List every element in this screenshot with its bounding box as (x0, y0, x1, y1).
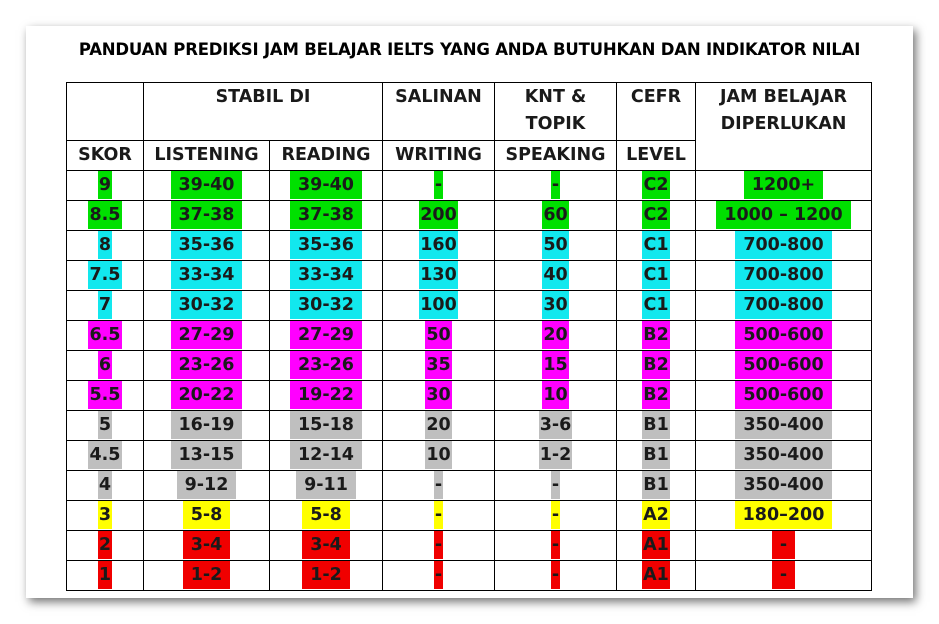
table-row (67, 201, 872, 231)
cell-listening (144, 171, 270, 201)
cell-writing (383, 531, 495, 561)
table-row (67, 351, 872, 381)
skor-value: 6 (98, 351, 112, 379)
cell-skor (67, 411, 144, 441)
cell-reading (270, 411, 383, 441)
cell-jam (696, 561, 872, 591)
listening-value: 3-4 (183, 531, 231, 559)
skor-value: 8.5 (88, 201, 121, 229)
cell-reading (270, 201, 383, 231)
ielts-score-table (66, 82, 872, 591)
cell-writing (383, 321, 495, 351)
level-value: C1 (642, 291, 669, 319)
header-topik-line: TOPIK (525, 114, 586, 134)
speaking-value: 20 (542, 321, 568, 349)
cell-skor (67, 351, 144, 381)
listening-value: 23-26 (171, 351, 243, 379)
header-row-top (67, 83, 872, 141)
cell-reading (270, 261, 383, 291)
cell-jam (696, 171, 872, 201)
cell-level (617, 261, 696, 291)
skor-value: 5 (98, 411, 112, 439)
cell-speaking (495, 291, 617, 321)
page-title: PANDUAN PREDIKSI JAM BELAJAR IELTS YANG ANDA BUTUHKAN DAN INDIKATOR NILAI (78, 40, 861, 59)
cell-listening (144, 201, 270, 231)
writing-value: 35 (425, 351, 451, 379)
writing-value: 10 (425, 441, 451, 469)
cell-level (617, 441, 696, 471)
cell-reading (270, 351, 383, 381)
header-level: LEVEL (617, 141, 696, 171)
speaking-value: 15 (542, 351, 568, 379)
level-value: A1 (642, 531, 670, 559)
skor-value: 8 (98, 231, 112, 259)
cell-jam (696, 531, 872, 561)
table-row (67, 411, 872, 441)
reading-value: 5-8 (302, 501, 350, 529)
cell-jam (696, 321, 872, 351)
writing-value: 130 (419, 261, 458, 289)
cell-speaking (495, 531, 617, 561)
header-reading: READING (270, 141, 383, 171)
header-salinan: SALINAN (383, 83, 495, 141)
cell-listening (144, 411, 270, 441)
cell-speaking (495, 321, 617, 351)
speaking-value: 1-2 (539, 441, 573, 469)
level-value: C1 (642, 261, 669, 289)
skor-value: 3 (98, 501, 112, 529)
cell-jam (696, 291, 872, 321)
reading-value: 23-26 (290, 351, 362, 379)
cell-level (617, 231, 696, 261)
speaking-value: 40 (542, 261, 568, 289)
speaking-value: - (551, 561, 560, 589)
speaking-value: - (551, 531, 560, 559)
table-row (67, 471, 872, 501)
header-skor: SKOR (67, 141, 144, 171)
cell-speaking (495, 471, 617, 501)
reading-value: 37-38 (290, 201, 362, 229)
jam-value: 180–200 (735, 501, 833, 529)
header-stabil-di: STABIL DI (144, 83, 383, 141)
cell-skor (67, 321, 144, 351)
cell-skor (67, 201, 144, 231)
cell-skor (67, 381, 144, 411)
reading-value: 12-14 (290, 441, 362, 469)
cell-level (617, 561, 696, 591)
jam-value: 700-800 (735, 261, 831, 289)
cell-speaking (495, 171, 617, 201)
level-value: C2 (642, 171, 669, 199)
writing-value: 100 (419, 291, 458, 319)
writing-value: - (434, 561, 443, 589)
jam-value: 700-800 (735, 291, 831, 319)
cell-reading (270, 471, 383, 501)
table-row (67, 561, 872, 591)
cell-reading (270, 561, 383, 591)
listening-value: 27-29 (171, 321, 243, 349)
cell-skor (67, 261, 144, 291)
cell-writing (383, 261, 495, 291)
cell-listening (144, 261, 270, 291)
reading-value: 39-40 (290, 171, 362, 199)
table-row (67, 171, 872, 201)
cell-level (617, 171, 696, 201)
cell-writing (383, 291, 495, 321)
speaking-value: - (551, 171, 560, 199)
listening-value: 13-15 (171, 441, 243, 469)
skor-value: 2 (98, 531, 112, 559)
cell-level (617, 501, 696, 531)
writing-value: 200 (419, 201, 458, 229)
cell-speaking (495, 561, 617, 591)
writing-value: 20 (425, 411, 451, 439)
table-row (67, 291, 872, 321)
reading-value: 30-32 (290, 291, 362, 319)
cell-speaking (495, 381, 617, 411)
listening-value: 37-38 (171, 201, 243, 229)
jam-value: 500-600 (735, 381, 831, 409)
cell-listening (144, 321, 270, 351)
cell-listening (144, 441, 270, 471)
level-value: C2 (642, 201, 669, 229)
reading-value: 9-11 (296, 471, 356, 499)
skor-value: 7.5 (88, 261, 121, 289)
cell-jam (696, 441, 872, 471)
jam-value: 350-400 (735, 471, 831, 499)
cell-speaking (495, 201, 617, 231)
cell-jam (696, 381, 872, 411)
jam-value: 700-800 (735, 231, 831, 259)
cell-jam (696, 261, 872, 291)
cell-level (617, 471, 696, 501)
cell-jam (696, 201, 872, 231)
table-row (67, 501, 872, 531)
cell-skor (67, 501, 144, 531)
cell-writing (383, 411, 495, 441)
cell-reading (270, 531, 383, 561)
cell-listening (144, 471, 270, 501)
cell-jam (696, 471, 872, 501)
cell-skor (67, 561, 144, 591)
cell-listening (144, 231, 270, 261)
cell-level (617, 291, 696, 321)
cell-level (617, 381, 696, 411)
cell-reading (270, 501, 383, 531)
cell-speaking (495, 441, 617, 471)
reading-value: 27-29 (290, 321, 362, 349)
cell-speaking (495, 411, 617, 441)
listening-value: 33-34 (171, 261, 243, 289)
reading-value: 3-4 (302, 531, 350, 559)
skor-value: 6.5 (88, 321, 121, 349)
cell-reading (270, 171, 383, 201)
cell-level (617, 201, 696, 231)
header-diperlukan-line: DIPERLUKAN (720, 114, 847, 134)
cell-skor (67, 231, 144, 261)
cell-writing (383, 471, 495, 501)
cell-reading (270, 381, 383, 411)
cell-listening (144, 351, 270, 381)
cell-level (617, 321, 696, 351)
cell-listening (144, 501, 270, 531)
reading-value: 1-2 (302, 561, 350, 589)
header-jam-line: JAM BELAJAR (719, 87, 848, 107)
cell-jam (696, 411, 872, 441)
reading-value: 35-36 (290, 231, 362, 259)
jam-value: - (772, 561, 795, 589)
cell-reading (270, 231, 383, 261)
cell-reading (270, 441, 383, 471)
cell-writing (383, 501, 495, 531)
level-value: C1 (642, 231, 669, 259)
table-row (67, 231, 872, 261)
skor-value: 4 (98, 471, 112, 499)
header-knt-line: KNT & (524, 87, 587, 107)
speaking-value: 30 (542, 291, 568, 319)
reading-value: 33-34 (290, 261, 362, 289)
level-value: B2 (642, 321, 670, 349)
header-skor-blank (67, 83, 144, 141)
speaking-value: 60 (542, 201, 568, 229)
reading-value: 19-22 (290, 381, 362, 409)
jam-value: 1000 – 1200 (716, 201, 850, 229)
cell-jam (696, 501, 872, 531)
jam-value: 1200+ (744, 171, 823, 199)
level-value: B1 (642, 411, 670, 439)
table-row (67, 261, 872, 291)
header-writing: WRITING (383, 141, 495, 171)
skor-value: 5.5 (88, 381, 121, 409)
listening-value: 39-40 (171, 171, 243, 199)
jam-value: 500-600 (735, 321, 831, 349)
listening-value: 35-36 (171, 231, 243, 259)
listening-value: 5-8 (183, 501, 231, 529)
cell-skor (67, 171, 144, 201)
level-value: B2 (642, 381, 670, 409)
level-value: A1 (642, 561, 670, 589)
writing-value: 160 (419, 231, 458, 259)
cell-reading (270, 321, 383, 351)
level-value: A2 (642, 501, 670, 529)
cell-writing (383, 351, 495, 381)
cell-skor (67, 441, 144, 471)
reading-value: 15-18 (290, 411, 362, 439)
jam-value: - (772, 531, 795, 559)
cell-jam (696, 231, 872, 261)
cell-listening (144, 531, 270, 561)
cell-level (617, 351, 696, 381)
cell-reading (270, 291, 383, 321)
table-row (67, 321, 872, 351)
header-listening: LISTENING (144, 141, 270, 171)
speaking-value: 50 (542, 231, 568, 259)
writing-value: - (434, 531, 443, 559)
listening-value: 16-19 (171, 411, 243, 439)
writing-value: - (434, 471, 443, 499)
listening-value: 9-12 (177, 471, 237, 499)
table-row (67, 381, 872, 411)
cell-level (617, 531, 696, 561)
cell-listening (144, 561, 270, 591)
speaking-value: - (551, 501, 560, 529)
speaking-value: - (551, 471, 560, 499)
table-row (67, 531, 872, 561)
header-jam-belajar (696, 83, 872, 171)
speaking-value: 3-6 (539, 411, 573, 439)
cell-speaking (495, 261, 617, 291)
cell-skor (67, 531, 144, 561)
cell-writing (383, 381, 495, 411)
level-value: B1 (642, 471, 670, 499)
skor-value: 4.5 (88, 441, 121, 469)
cell-skor (67, 471, 144, 501)
writing-value: - (434, 501, 443, 529)
cell-jam (696, 351, 872, 381)
listening-value: 20-22 (171, 381, 243, 409)
header-speaking: SPEAKING (495, 141, 617, 171)
jam-value: 500-600 (735, 351, 831, 379)
cell-speaking (495, 351, 617, 381)
writing-value: 30 (425, 381, 451, 409)
cell-writing (383, 171, 495, 201)
speaking-value: 10 (542, 381, 568, 409)
cell-writing (383, 561, 495, 591)
cell-writing (383, 231, 495, 261)
cell-speaking (495, 231, 617, 261)
header-cefr: CEFR (617, 83, 696, 141)
header-knt-topik (495, 83, 617, 141)
skor-value: 9 (98, 171, 112, 199)
skor-value: 1 (98, 561, 112, 589)
writing-value: 50 (425, 321, 451, 349)
writing-value: - (434, 171, 443, 199)
listening-value: 1-2 (183, 561, 231, 589)
listening-value: 30-32 (171, 291, 243, 319)
cell-writing (383, 201, 495, 231)
table-row (67, 441, 872, 471)
cell-level (617, 411, 696, 441)
jam-value: 350-400 (735, 441, 831, 469)
cell-listening (144, 291, 270, 321)
cell-listening (144, 381, 270, 411)
skor-value: 7 (98, 291, 112, 319)
level-value: B2 (642, 351, 670, 379)
jam-value: 350-400 (735, 411, 831, 439)
cell-skor (67, 291, 144, 321)
level-value: B1 (642, 441, 670, 469)
cell-speaking (495, 501, 617, 531)
cell-writing (383, 441, 495, 471)
